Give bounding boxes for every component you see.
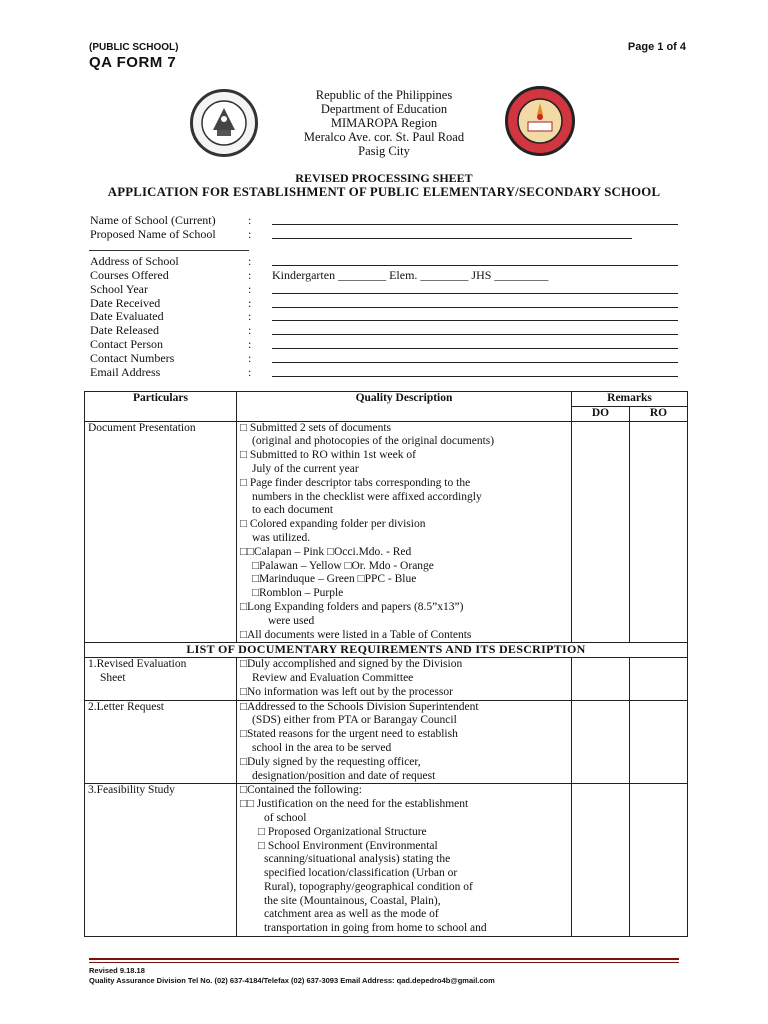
contact-person-input-line[interactable]	[272, 337, 678, 349]
field-label: Proposed Name of School	[90, 227, 216, 241]
field-colon: :	[248, 351, 252, 365]
remarks-do-cell[interactable]	[572, 700, 630, 784]
field-colon: :	[248, 254, 252, 268]
particular-label: 1.Revised Evaluation	[88, 658, 187, 671]
checklist-item-continuation: transportation in going from home to school and	[264, 922, 487, 935]
col-ro-header: RO	[630, 406, 688, 421]
date-released-input-line[interactable]	[272, 323, 678, 335]
name-of-school-input-line[interactable]	[272, 213, 678, 225]
checklist-item[interactable]: □ Submitted to RO within 1st week of	[240, 449, 416, 462]
field-colon: :	[248, 337, 252, 351]
remarks-ro-cell[interactable]	[630, 700, 688, 784]
particular-cell	[85, 658, 237, 700]
checklist-item[interactable]: □□Calapan – Pink □Occi.Mdo. - Red	[240, 545, 412, 558]
field-label: Date Received	[90, 296, 161, 310]
field-label: Address of School	[90, 254, 179, 268]
table-row	[85, 658, 688, 700]
document-title: REVISED PROCESSING SHEET	[295, 171, 473, 185]
checklist-item-continuation: catchment area as well as the mode of	[264, 908, 439, 921]
checklist-item[interactable]: □Duly accomplished and signed by the Division	[240, 658, 463, 671]
field-colon: :	[248, 268, 252, 282]
field-colon: :	[248, 296, 252, 310]
checklist-item[interactable]: □ Page finder descriptor tabs corresponding to the	[240, 476, 471, 489]
checklist-item-continuation: specified location/classification (Urban or	[264, 867, 458, 880]
checklist-item-continuation: July of the current year	[252, 462, 359, 475]
particular-label: Document Presentation	[88, 421, 196, 434]
agency-line: MIMAROPA Region	[330, 116, 438, 130]
field-label: Contact Person	[90, 337, 163, 351]
field-label: Date Evaluated	[90, 309, 164, 323]
checklist-item-continuation: were used	[268, 614, 315, 627]
col-remarks-header: Remarks	[572, 392, 688, 407]
particular-label: 2.Letter Request	[88, 700, 165, 713]
checklist-item[interactable]: □Marinduque – Green □PPC - Blue	[252, 573, 417, 586]
footer-rule	[89, 958, 679, 960]
agency-line: Pasig City	[358, 144, 410, 158]
field-label: Date Released	[90, 323, 159, 337]
courses-jhs: JHS _________	[471, 268, 549, 282]
checklist-item[interactable]: □□ Justification on the need for the establishment	[240, 798, 469, 811]
courses-elem: Elem. ________	[389, 268, 469, 282]
requirements-checklist-table	[84, 391, 688, 937]
remarks-ro-cell[interactable]	[630, 658, 688, 700]
revision-note: Revised 9.18.18	[89, 966, 145, 975]
particular-cell	[85, 700, 237, 784]
table-header-row	[85, 392, 688, 407]
quality-cell	[237, 658, 572, 700]
quality-cell	[237, 421, 572, 643]
contact-numbers-input-line[interactable]	[272, 351, 678, 363]
checklist-item-continuation: was utilized.	[252, 531, 311, 544]
checklist-item[interactable]: □ Proposed Organizational Structure	[258, 825, 427, 838]
form-name: QA FORM 7	[89, 54, 177, 71]
remarks-do-cell[interactable]	[572, 421, 630, 643]
field-colon: :	[248, 282, 252, 296]
particular-label: 3.Feasibility Study	[88, 784, 175, 797]
agency-line: Meralco Ave. cor. St. Paul Road	[303, 130, 465, 144]
divider-line	[89, 250, 249, 251]
field-label: Email Address	[90, 365, 161, 379]
checklist-item[interactable]: □Long Expanding folders and papers (8.5”x13”)	[240, 600, 464, 613]
checklist-item[interactable]: □Palawan – Yellow □Or. Mdo - Orange	[252, 559, 434, 572]
date-evaluated-input-line[interactable]	[272, 309, 678, 321]
particular-label-continuation: Sheet	[100, 671, 126, 684]
address-input-line[interactable]	[272, 254, 678, 266]
remarks-do-cell[interactable]	[572, 784, 630, 937]
table-row	[85, 700, 688, 784]
col-do-header: DO	[572, 406, 630, 421]
remarks-ro-cell[interactable]	[630, 784, 688, 937]
school-type-label: (PUBLIC SCHOOL)	[89, 42, 179, 53]
field-colon: :	[248, 323, 252, 337]
section-heading-row	[85, 643, 688, 658]
checklist-item-continuation: (SDS) either from PTA or Barangay Council	[252, 714, 457, 727]
particular-cell	[85, 784, 237, 937]
document-subtitle: APPLICATION FOR ESTABLISHMENT OF PUBLIC ELEMENTARY/SECONDARY SCHOOL	[107, 185, 661, 199]
checklist-item-continuation: the site (Mountainous, Coastal, Plain),	[264, 894, 441, 907]
checklist-item[interactable]: □ Colored expanding folder per division	[240, 518, 426, 531]
agency-line: Department of Education	[320, 102, 448, 116]
checklist-item[interactable]: □Duly signed by the requesting officer,	[240, 755, 421, 768]
footer-rule	[89, 962, 679, 963]
checklist-item-continuation: (original and photocopies of the original documents)	[252, 435, 495, 448]
field-colon: :	[248, 227, 252, 241]
field-label: Name of School (Current)	[90, 213, 216, 227]
field-colon: :	[248, 309, 252, 323]
checklist-item-continuation: numbers in the checklist were affixed accordingly	[252, 490, 482, 503]
section-heading: LIST OF DOCUMENTARY REQUIREMENTS AND ITS DESCRIPTION	[85, 643, 688, 658]
proposed-name-input-line[interactable]	[272, 227, 632, 239]
remarks-do-cell[interactable]	[572, 658, 630, 700]
page-indicator: Page 1 of 4	[627, 41, 686, 53]
checklist-item[interactable]: □ School Environment (Environmental	[258, 839, 438, 852]
footer-contact: Quality Assurance Division Tel No. (02) 637-4184/Telefax (02) 637-3093 Email Address: qad.depedro4b@gmail.com	[89, 976, 495, 985]
checklist-item-continuation: Review and Evaluation Committee	[252, 671, 414, 684]
particular-cell	[85, 421, 237, 643]
field-colon: :	[248, 213, 252, 227]
checklist-item-continuation: scanning/situational analysis) stating the	[264, 853, 451, 866]
date-received-input-line[interactable]	[272, 296, 678, 308]
checklist-item[interactable]: □ Submitted 2 sets of documents	[240, 421, 392, 434]
checklist-item[interactable]: □Stated reasons for the urgent need to establish	[240, 728, 458, 741]
courses-kindergarten: Kindergarten ________	[272, 268, 387, 282]
email-input-line[interactable]	[272, 365, 678, 377]
checklist-item[interactable]: □No information was left out by the processor	[240, 685, 453, 698]
checklist-item-continuation: of school	[264, 811, 307, 824]
field-label: Courses Offered	[90, 268, 169, 282]
col-particulars-header: Particulars	[85, 392, 237, 422]
school-year-input-line[interactable]	[272, 282, 678, 294]
quality-cell	[237, 784, 572, 937]
field-label: School Year	[90, 282, 149, 296]
checklist-item[interactable]: □Romblon – Purple	[252, 587, 344, 600]
field-label: Contact Numbers	[90, 351, 175, 365]
table-row	[85, 421, 688, 643]
checklist-item-continuation: Rural), topography/geographical condition of	[264, 880, 473, 893]
field-colon: :	[248, 365, 252, 379]
checklist-item[interactable]: □Contained the following:	[240, 784, 362, 797]
checklist-item-continuation: to each document	[252, 504, 334, 517]
checklist-item-continuation: school in the area to be served	[252, 741, 392, 754]
checklist-item[interactable]: □Addressed to the Schools Division Superintendent	[240, 700, 479, 713]
checklist-item-continuation: designation/position and date of request	[252, 769, 436, 782]
quality-cell	[237, 700, 572, 784]
remarks-ro-cell[interactable]	[630, 421, 688, 643]
agency-line: Republic of the Philippines	[315, 88, 453, 102]
checklist-item[interactable]: □All documents were listed in a Table of Contents	[240, 628, 472, 641]
col-quality-header: Quality Description	[237, 392, 572, 422]
table-row	[85, 784, 688, 937]
courses-options[interactable]	[272, 268, 548, 282]
agency-address-block	[240, 88, 528, 158]
